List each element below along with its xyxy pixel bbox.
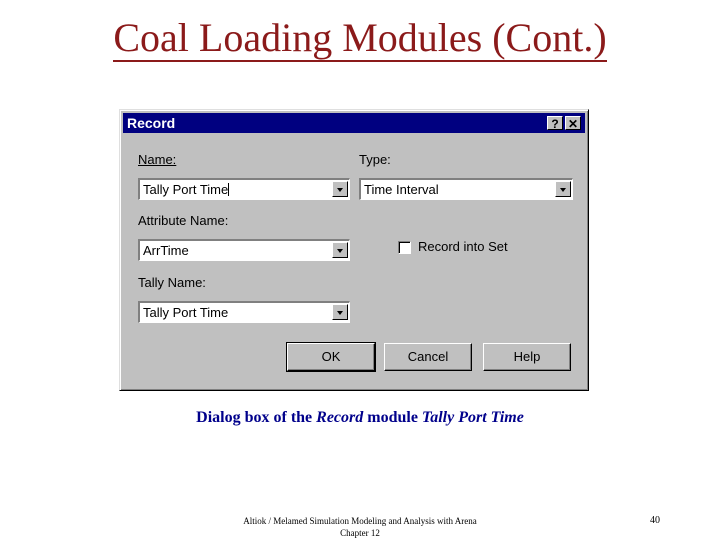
help-button[interactable]: Help	[483, 343, 571, 371]
name-value: Tally Port Time	[143, 182, 229, 197]
ok-button[interactable]: OK	[287, 343, 375, 371]
name-label	[138, 152, 176, 167]
record-dialog	[119, 109, 589, 391]
type-combobox[interactable]	[359, 178, 573, 200]
slide-title	[0, 14, 720, 61]
attribute-name-value: ArrTime	[143, 243, 189, 258]
type-label	[359, 152, 391, 167]
caption-middle: module	[363, 409, 422, 426]
footer-line-2: Chapter 12	[340, 528, 380, 538]
slide-footer	[212, 515, 508, 539]
name-dropdown-arrow-icon[interactable]	[332, 181, 348, 197]
tally-name-label-text: Tally Name:	[138, 275, 206, 290]
tally-dropdown-arrow-icon[interactable]	[332, 304, 348, 320]
page-number: 40	[650, 515, 660, 526]
name-combobox[interactable]	[138, 178, 350, 200]
record-into-set-label[interactable]	[418, 239, 508, 254]
close-icon[interactable]: ✕	[565, 116, 581, 130]
dialog-title: Record	[127, 115, 176, 131]
record-into-set-label-text: Record into Set	[418, 239, 508, 254]
attribute-name-label-text: Attribute Name:	[138, 213, 229, 228]
tally-name-combobox[interactable]	[138, 301, 350, 323]
slide-caption	[0, 409, 720, 427]
dialog-titlebar[interactable]	[123, 113, 585, 133]
attribute-name-combobox[interactable]	[138, 239, 350, 261]
type-value: Time Interval	[364, 182, 439, 197]
attribute-name-label	[138, 213, 228, 228]
caption-module: Record	[316, 409, 364, 426]
footer-line-1: Altiok / Melamed Simulation Modeling and Analysis with Arena	[243, 516, 477, 526]
attribute-dropdown-arrow-icon[interactable]	[332, 242, 348, 258]
type-dropdown-arrow-icon[interactable]	[555, 181, 571, 197]
help-icon[interactable]: ?	[547, 116, 563, 130]
type-label-text: Type:	[359, 152, 391, 167]
record-into-set-checkbox[interactable]	[398, 241, 411, 254]
caption-name: Tally Port Time	[421, 409, 524, 426]
text-caret	[228, 183, 229, 196]
slide-title-text: Coal Loading Modules (Cont.)	[113, 15, 607, 60]
name-label-text: Name:	[138, 152, 177, 167]
tally-name-label	[138, 275, 206, 290]
name-value-wrap	[143, 182, 229, 197]
cancel-button[interactable]: Cancel	[384, 343, 472, 371]
caption-prefix: Dialog box of the	[196, 409, 317, 426]
tally-name-value: Tally Port Time	[143, 305, 229, 320]
